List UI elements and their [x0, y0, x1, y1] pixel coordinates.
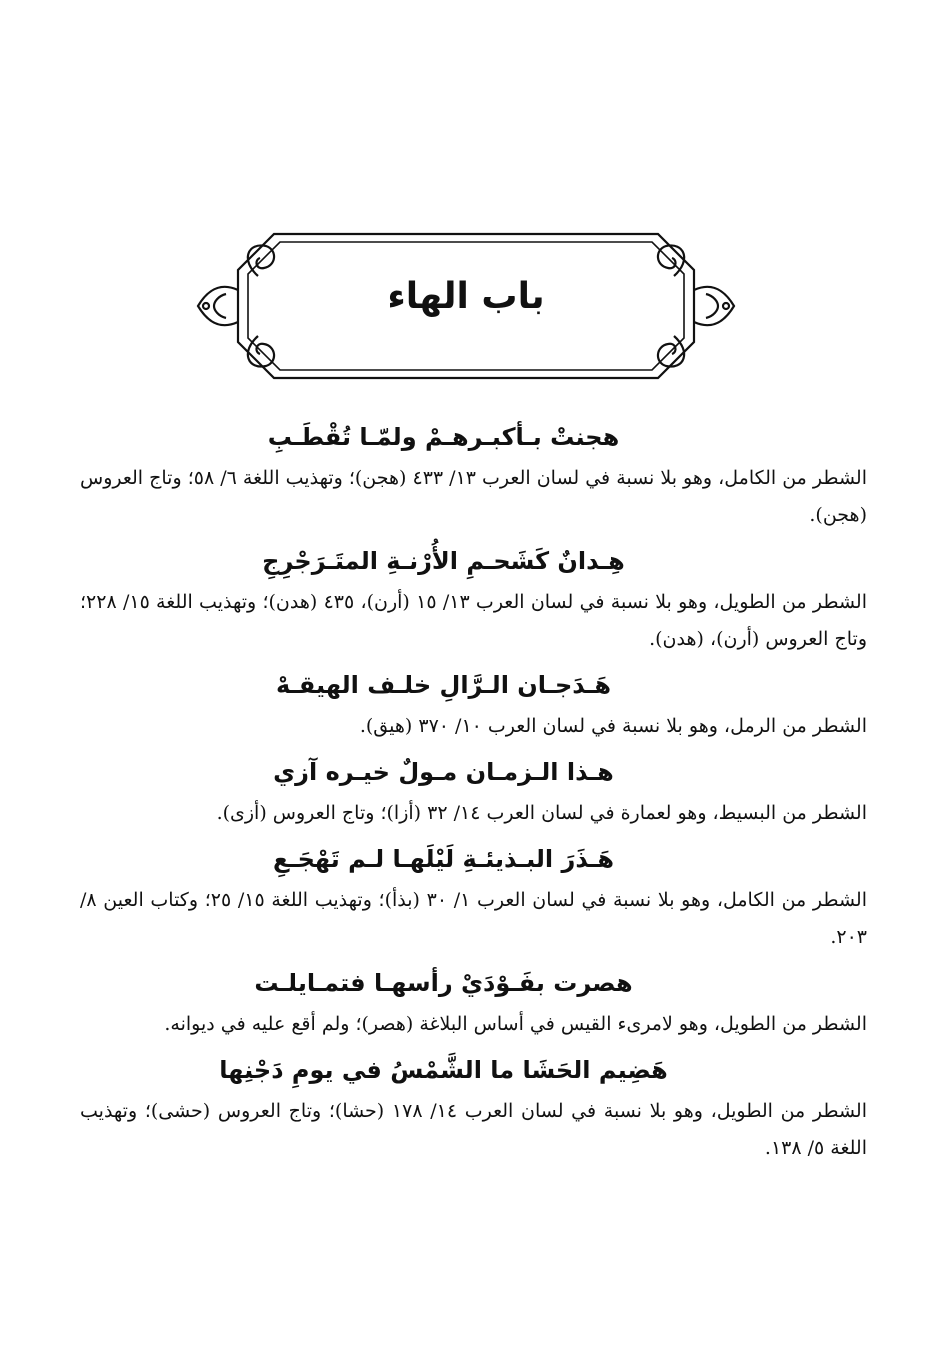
verse-note: الشطر من الطويل، وهو بلا نسبة في لسان العرب ١٣/ ١٥ (أرن)، ٤٣٥ (هدن)؛ وتهذيب اللغة ١٥/ ٢٢٨؛ وتاج العروس (أرن)، (هدن).	[80, 591, 867, 650]
verse-note: الشطر من الطويل، وهو بلا نسبة في لسان العرب ١٤/ ١٧٨ (حشا)؛ وتاج العروس (حشى)؛ وتهذيب اللغة ٥/ ١٣٨.	[80, 1100, 867, 1159]
verse-line: هِـدانٌ كَشَحـمِ الأُرْنـةِ المتَـرَجْرِجِ	[262, 547, 625, 575]
verse-line: هَـدَجـان الـرَّالِ خلـف الهيقـهْ	[276, 671, 611, 699]
verse-line: هَـذَرَ البـذيئـةِ لَيْلَهـا لـم تَهْجَـعِ	[272, 845, 615, 873]
list-item	[80, 544, 867, 658]
list-item	[80, 1053, 867, 1167]
verse-note: الشطر من الرمل، وهو بلا نسبة في لسان العرب ١٠/ ٣٧٠ (هيق).	[359, 715, 867, 737]
verse-note: الشطر من البسيط، وهو لعمارة في لسان العرب ١٤/ ٣٢ (أزا)؛ وتاج العروس (أزى).	[216, 802, 867, 824]
list-item	[80, 966, 867, 1043]
list-item	[80, 755, 867, 832]
verse-line: هـذا الـزمـان مـولٌ خيـره آزي	[273, 758, 614, 786]
verse-note: الشطر من الكامل، وهو بلا نسبة في لسان العرب ١/ ٣٠ (بذأ)؛ وتهذيب اللغة ١٥/ ٢٥؛ وكتاب العين ٨/ ٢٠٣.	[80, 889, 867, 948]
list-item	[80, 420, 867, 534]
chapter-title: باب الهاء	[387, 276, 545, 317]
verse-note: الشطر من الكامل، وهو بلا نسبة في لسان العرب ١٣/ ٤٣٣ (هجن)؛ وتهذيب اللغة ٦/ ٥٨؛ وتاج العروس (هجن).	[80, 467, 867, 526]
entries-list	[80, 420, 867, 1177]
verse-line: هَضِيم الحَشَا ما الشَّمْسُ في يومِ دَجْنِها	[219, 1056, 668, 1084]
list-item	[80, 842, 867, 956]
verse-note: الشطر من الطويل، وهو لامرىء القيس في أساس البلاغة (هصر)؛ ولم أقع عليه في ديوانه.	[164, 1013, 867, 1035]
verse-line: هصرت بفَـوْدَيْ رأسهـا فتمـايلـت	[254, 969, 633, 997]
list-item	[80, 668, 867, 745]
verse-line: هجنتْ بـأكبـرهـمْ ولمّـا تُقْطَـبِ	[267, 423, 620, 451]
chapter-title-frame	[196, 230, 736, 382]
